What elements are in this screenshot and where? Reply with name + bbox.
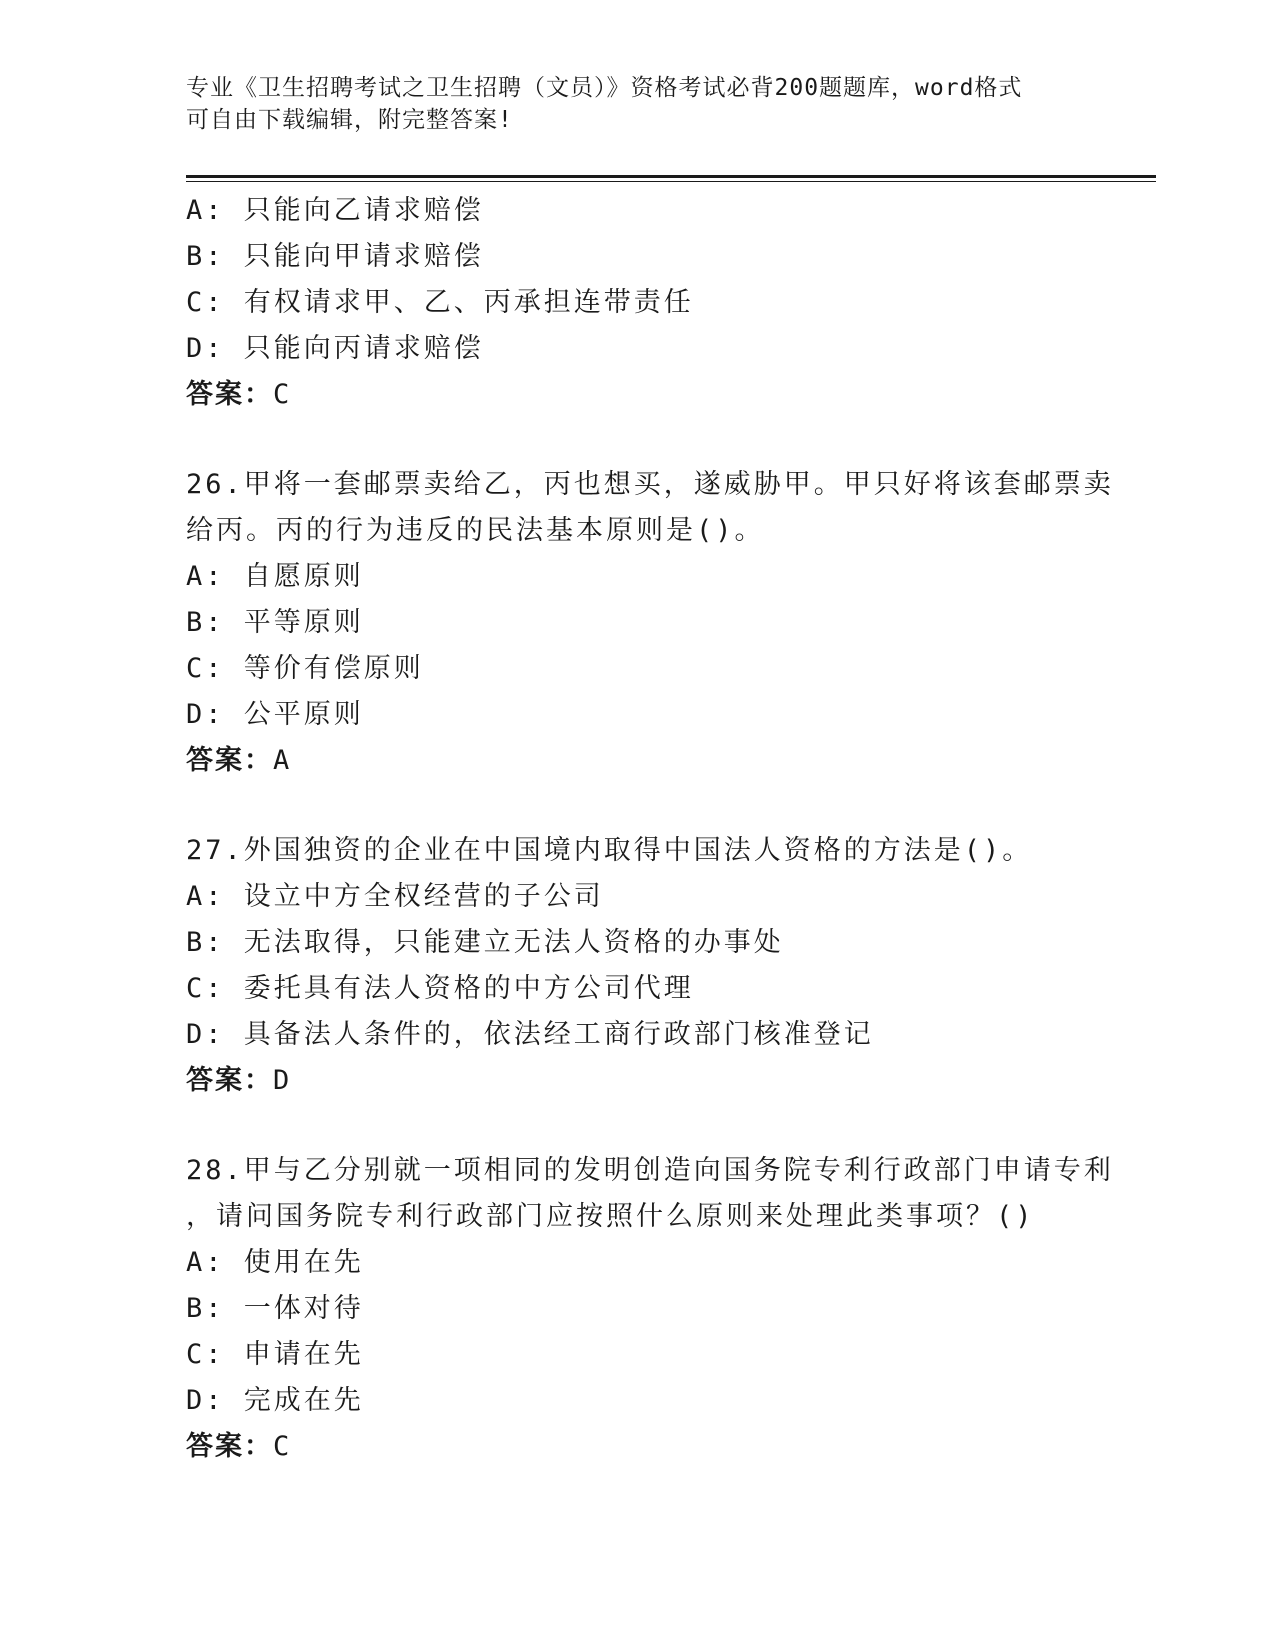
question-26 — [186, 462, 1114, 784]
header-divider-thick — [186, 175, 1156, 178]
answer-value: C — [273, 379, 290, 410]
question-stem-line: 26.甲将一套邮票卖给乙，丙也想买，遂威胁甲。甲只好将该套邮票卖 — [186, 469, 1114, 500]
option-d: D: 公平原则 — [186, 699, 364, 730]
answer-label: 答案： — [186, 379, 273, 410]
answer-line — [186, 738, 1086, 784]
document-header — [186, 72, 1086, 136]
option-d: D: 具备法人条件的，依法经工商行政部门核准登记 — [186, 1019, 874, 1050]
question-stem-line: 给丙。丙的行为违反的民法基本原则是()。 — [186, 515, 765, 546]
question-28 — [186, 1148, 1114, 1470]
option-b: B: 只能向甲请求赔偿 — [186, 241, 484, 272]
header-title-line-1: 专业《卫生招聘考试之卫生招聘（文员）》资格考试必背200题题库，word格式 — [186, 75, 1023, 101]
option-a: A: 设立中方全权经营的子公司 — [186, 881, 604, 912]
answer-line — [186, 1424, 1086, 1470]
answer-line — [186, 1058, 1086, 1104]
question-27 — [186, 828, 1086, 1104]
option-d: D: 完成在先 — [186, 1385, 364, 1416]
option-c: C: 申请在先 — [186, 1339, 364, 1370]
answer-value: A — [273, 745, 290, 776]
option-c: C: 等价有偿原则 — [186, 653, 424, 684]
option-d: D: 只能向丙请求赔偿 — [186, 333, 484, 364]
option-c: C: 有权请求甲、乙、丙承担连带责任 — [186, 287, 694, 318]
option-a: A: 使用在先 — [186, 1247, 364, 1278]
option-b: B: 平等原则 — [186, 607, 364, 638]
header-title-line-2: 可自由下载编辑，附完整答案! — [186, 107, 513, 133]
option-a: A: 自愿原则 — [186, 561, 364, 592]
answer-value: D — [273, 1065, 290, 1096]
question-stem-line: 27.外国独资的企业在中国境内取得中国法人资格的方法是()。 — [186, 835, 1033, 866]
header-divider-thin — [186, 181, 1156, 182]
answer-label: 答案： — [186, 1065, 273, 1096]
option-a: A: 只能向乙请求赔偿 — [186, 195, 484, 226]
answer-label: 答案： — [186, 1431, 273, 1462]
question-list — [186, 188, 1114, 1470]
answer-label: 答案： — [186, 745, 273, 776]
option-b: B: 一体对待 — [186, 1293, 364, 1324]
question-stem-line: 28.甲与乙分别就一项相同的发明创造向国务院专利行政部门申请专利 — [186, 1155, 1114, 1186]
option-b: B: 无法取得，只能建立无法人资格的办事处 — [186, 927, 784, 958]
answer-line — [186, 372, 1086, 418]
question-stem-line: ，请问国务院专利行政部门应按照什么原则来处理此类事项？() — [186, 1201, 1035, 1232]
answer-value: C — [273, 1431, 290, 1462]
option-c: C: 委托具有法人资格的中方公司代理 — [186, 973, 694, 1004]
question-25 — [186, 188, 1086, 418]
